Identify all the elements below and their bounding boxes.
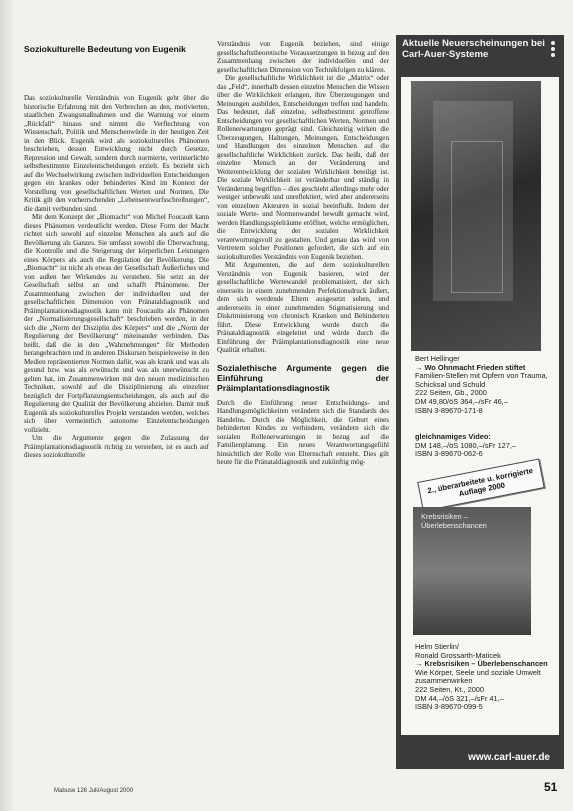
book-subtitle: Familien-Stellen mit Opfern von Trauma, Schicksal und Schuld: [415, 371, 548, 389]
book-price: DM 49,80/öS 364,–/sFr 46,–: [415, 396, 508, 406]
paragraph: Verständnis von Eugenik beziehen, sind einige gesellschaftstheoretische Voraussetzungen in bezug auf den Zusammenhang zwischen der individuellen und der gesellschaftlichen Dimension von Technikfolgen zu klären.: [217, 40, 389, 74]
paragraph: Das soziokulturelle Verständnis von Eugenik geht über die historische Erfahrung mit den Verbrechen an den, motivierten, staatlichen Zwangsmaßnahmen und die Warnung vor einem „Rückfall“ hinaus und nimmt die Verflechtung von Wissenschaft, Politik und Menschenwürde in der heutigen Zeit in den Blick. Eugenik wird als soziokulturelles Phänomen beschrieben, dessen Entwicklung nicht durch Gesetze, Repression und Gewalt, sondern durch normierte, verinnerlichte selbstbestimmte Einzelentscheidungen erzielt. Es bezieht sich auf die Wechselwirkung zwischen individuellen Entscheidungen gegen ein krankes oder behindertes Kind im Kontext der Vorstellung von gesellschaftlichen Werten und Normen. Die Kritik gilt den vorherrschenden „Lebensentwurfsschreibungen“, die damit verbunden sind.: [24, 94, 209, 213]
paragraph: Mit Argumenten, die auf dem soziokulturellen Verständnis von Eugenik basieren, wird der gesellschaftliche Wertewandel problematisiert, der sich einerseits in einem zunehmenden Perfektionsdruck äußert, dem sich werdende Eltern ausgesetzt sehen, und andererseits in einer zunehmenden Stigmatisierung und Diskriminierung von chronisch Kranken und Behinderten führt. Diese Entwicklung wurde durch die Pränataldiagnostik eingeleitet und würde durch die Einführung der Präimplantationsdiagnostik eine neue Qualität erhalten.: [217, 261, 389, 354]
video-isbn: ISBN 3-89670-062-6: [415, 449, 483, 459]
section-heading: Sozialethische Argumente gegen die Einführung der Präimplantationsdiagnostik: [217, 362, 389, 393]
book-pages: 222 Seiten, Gb., 2000: [415, 388, 487, 398]
book-author: Helm Stierlin/: [415, 642, 459, 651]
ad-content-area: [401, 77, 559, 735]
book-title: → Krebsrisiken – Überlebenschancen: [415, 659, 548, 669]
page-footer: Mabuse 126 Juli/August 2000: [54, 788, 134, 794]
cover-title: Krebsrisiken – Überlebenschancen: [421, 512, 487, 530]
publisher-logo-icon: [546, 40, 560, 60]
book-author: Ronald Grossarth-Maticek: [415, 650, 501, 660]
video-price: DM 148,–/öS 1080,–/sFr 127,–: [415, 440, 517, 450]
paragraph: Mit dem Konzept der „Biomacht“ von Michel Foucault kann dieses Phänomen verdeutlicht werden. Diese Form der Macht richtet sich sowohl auf einzelne Menschen als auch auf die Bevölkerung als Ganzes. Sie umfasst sowohl die Überwachung, die Kontrolle und die Steigerung der körperlichen Leistungen eines Körpers als auch die Regulation der Bevölkerung. Die „Biomacht“ ist nicht als etwas der Gesellschaft Äußerliches und von außen her Wirkendes zu verstehen. Sie setzt an der Gesellschaft selbst an und schafft Phänomene. Der Zusammenhang zwischen der individuellen und der gesellschaftlichen Dimension von Pränataldiagnostik und Präimplantationsdiagnostik kann mit Foucaults als Phänomen der „Normalisierungsgesellschaft“ beschrieben werden, in der sich die „Norm der Disziplin des Körpers“ und die „Norm der Regulierung der Bevölkerung“ miteinander verbinden. Das heißt, daß die in den „Wahrnehmungen“ für Methoden herangebrachten und in anderen Diskursen beispielsweise in den Medien repräsentierten Normen dafür, was als krank und was als gesund bzw. was als erwünscht und was als unerwünscht zu gelten hat, im Zusammenwirken mit den neuen medizinischen Techniken, sowohl auf die Disziplinierung als einzelner bezüglich der Fortpflanzungsentscheidungen, als auch auf die Regulierung der Qualität der Bevölkerung abzielen. Damit muß Eugenik als soziokulturelles Projekt verstanden werden, welches sich über vermeintlich autonome Einzelentscheidungen vollzieht.: [24, 213, 209, 434]
edition-sticker: 2., überarbeitete u. korrigierte Auflage 2000: [417, 458, 544, 511]
section-heading: Soziokulturelle Bedeutung von Eugenik: [24, 44, 186, 54]
book-title: → Wo Ohnmacht Frieden stiftet: [415, 362, 526, 372]
video-label: gleichnamiges Video:: [415, 432, 491, 441]
paragraph: Um die Argumente gegen die Zulassung der Präimplantationsdiagnostik richtig zu verstehen, ist es auch auf dieses soziokulturelle: [24, 434, 209, 459]
book-isbn: ISBN 3-89670-171-8: [415, 405, 483, 415]
text-column-middle: [217, 40, 389, 770]
book-isbn: ISBN 3-89670-099-5: [415, 702, 483, 712]
book-listing: [415, 643, 555, 712]
paragraph: Durch die Einführung neuer Entscheidungs- und Handlungsmöglichkeiten verändern sich die Standards des Handelns. Durch die Möglichkeit, die Geburt eines behinderten Kindes zu verhindern, verändern sich die sozialen Rollenerwartungen in bezug auf die Familienplanung. Ein neues Verantwortungsgefühl hinsichtlich der Rolle von Elternschaft entsteht. Dies gilt heute für die Pränataldiagnostik und zukünftig mög-: [217, 398, 389, 466]
page-number: 51: [544, 780, 558, 794]
book-listing: [415, 355, 555, 415]
book-author: Bert Hellinger: [415, 354, 460, 363]
book-cover-image: [413, 507, 531, 635]
text-column-left: [24, 40, 209, 770]
video-listing: [415, 433, 555, 459]
paragraph: Die gesellschaftliche Wirklichkeit ist die „Matrix“ oder das „Feld“, innerhalb dessen einzelne Menschen die Wissen über die Wirklichkeit erlangen, ihre Überzeugungen und Meinungen ausbilden, Entscheidungen treffen und handeln. Das bedeutet, daß einzelne, selbstbestimmt getroffene Entscheidungen vor gesellschaftlichen Werten, Normen und Rollenerwartungen geprägt sind. Gleichzeitig wirken die Überzeugungen, Haltungen, Meinungen, Entscheidungen und Handlungen des einzelnen Menschen auf die gesellschaftliche Wirklichkeit zurück. Das heißt, daß der einzelne Mensch an der Veränderung und Weiterentwicklung der sozialen Wirklichkeit beteiligt ist. Die soziale Wirklichkeit ist veränderbar und ständig in Veränderung begriffen – dies geschieht allerdings mehr oder weniger unbewußt und unreflektiert, wird aber andererseits von einzelnen Akteuren in sozial beeinflußt. Indem der soziale Werte- und Normenwandel bewußt gemacht wird, werden Handlungsspielräume eröffnet, welche ermöglichen, die Entwicklung der sozialen Wirklichkeit verantwortungsvoll zu gestalten. Und genau das wird von Vertretern solcher Positionen gefordert, die sich auf ein soziokulturelles Verständnis von Eugenik beziehen.: [217, 74, 389, 261]
book-price: DM 44,–/öS 321,–/sFr 41,–: [415, 693, 504, 703]
book-pages: 222 Seiten, Kt., 2000: [415, 684, 485, 694]
ad-header: Aktuelle Neuerscheinungen bei Carl-Auer-Systeme: [402, 38, 545, 60]
publisher-url: www.carl-auer.de: [468, 752, 550, 763]
book-cover-image: [411, 81, 541, 351]
publisher-advertisement: [396, 35, 564, 769]
book-subtitle: Wie Körper, Seele und soziale Umwelt zusammenwirken: [415, 667, 541, 686]
scan-edge-shadow: [0, 0, 14, 811]
